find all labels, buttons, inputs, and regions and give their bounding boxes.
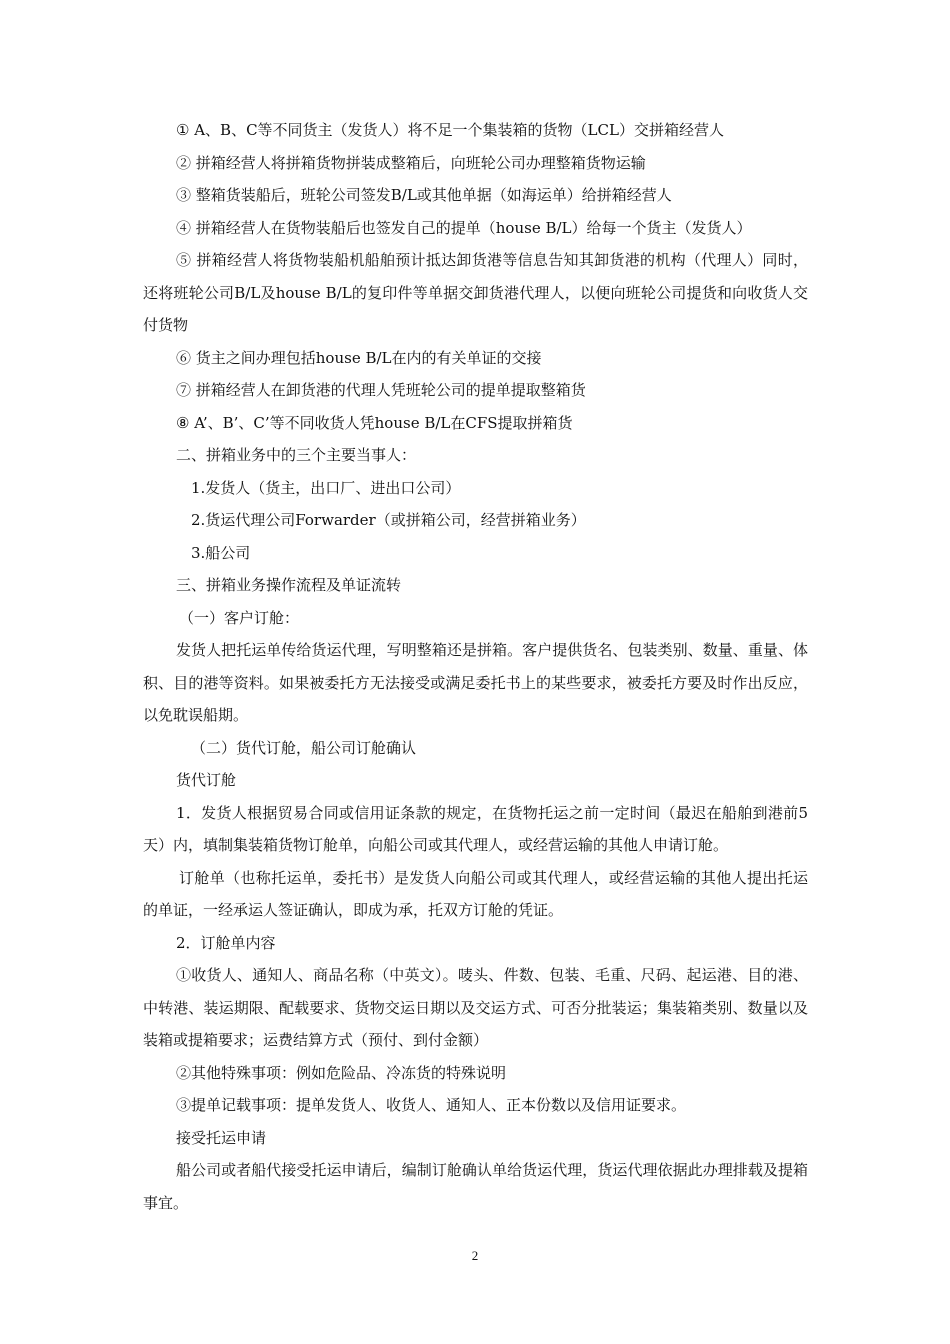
document-body <box>143 114 808 1219</box>
step-8-paragraph: ⑧ A’、B’、C’等不同收货人凭house B/L在CFS提取拼箱货 <box>176 413 573 432</box>
step-4-paragraph: ④ 拼箱经营人在货物装船后也签发自己的提单（house B/L）给每一个货主（发货人） <box>176 218 752 237</box>
step-2-paragraph: ② 拼箱经营人将拼箱货物拼装成整箱后，向班轮公司办理整箱货物运输 <box>176 153 646 172</box>
booking-content-item-3: ③提单记载事项：提单发货人、收货人、通知人、正本份数以及信用证要求。 <box>176 1096 687 1114</box>
accept-request-heading: 接受托运申请 <box>176 1128 267 1147</box>
section-heading-3: 三、拼箱业务操作流程及单证流转 <box>176 576 402 594</box>
step-6-paragraph: ⑥ 货主之间办理包括house B/L在内的有关单证的交接 <box>176 348 542 367</box>
booking-content-heading: 2．订舱单内容 <box>176 933 276 952</box>
section-heading-2: 二、拼箱业务中的三个主要当事人： <box>176 446 417 464</box>
booking-note-definition: 订舱单（也称托运单，委托书）是发货人向船公司或其代理人，或经营运输的其他人提出托运的单证，一经承运人签证确认，即成为承，托双方订舱的凭证。 <box>143 868 808 919</box>
page-number: 2 <box>471 1248 479 1263</box>
party-item-3: 3.船公司 <box>191 543 251 562</box>
booking-content-item-1: ①收货人、通知人、商品名称（中英文）。唛头、件数、包装、毛重、尺码、起运港、目的港、中转港、装运期限、配载要求、货物交运日期以及交运方式、可否分批装运；集装箱类别、数量以及装箱或提箱要求；运费结算方式（预付、到付金额） <box>143 966 808 1049</box>
party-item-1: 1.发货人（货主，出口厂、进出口公司） <box>191 478 461 497</box>
forwarder-booking-heading: 货代订舱 <box>176 771 237 789</box>
step-7-paragraph: ⑦ 拼箱经营人在卸货港的代理人凭班轮公司的提单提取整箱货 <box>176 381 586 399</box>
subsection-heading-2: （二）货代订舱，船公司订舱确认 <box>191 738 417 757</box>
step-3-paragraph: ③ 整箱货装船后，班轮公司签发B/L或其他单据（如海运单）给拼箱经营人 <box>176 186 672 204</box>
step-5-paragraph: ⑤ 拼箱经营人将货物装船机船舶预计抵达卸货港等信息告知其卸货港的机构（代理人）同时，还将班轮公司B/L及house B/L的复印件等单据交卸货港代理人，以便向班轮公司提货和向收货人交付货物 <box>143 251 808 334</box>
party-item-2: 2.货运代理公司Forwarder（或拼箱公司，经营拼箱业务） <box>191 511 586 529</box>
step-1-paragraph: ① A、B、C等不同货主（发货人）将不足一个集装箱的货物（LCL）交拼箱经营人 <box>176 121 724 139</box>
booking-step-1-paragraph: 1．发货人根据贸易合同或信用证条款的规定，在货物托运之前一定时间（最迟在船舶到港前5天）内，填制集装箱货物订舱单，向船公司或其代理人，或经营运输的其他人申请订舱。 <box>143 803 808 854</box>
customer-booking-paragraph: 发货人把托运单传给货运代理，写明整箱还是拼箱。客户提供货名、包装类别、数量、重量、体积、目的港等资料。如果被委托方无法接受或满足委托书上的某些要求，被委托方要及时作出反应，以免耽误船期。 <box>143 641 808 724</box>
subsection-heading-1: （一）客户订舱： <box>179 608 300 627</box>
booking-content-item-2: ②其他特殊事项：例如危险品、冷冻货的特殊说明 <box>176 1063 507 1082</box>
accept-request-paragraph: 船公司或者船代接受托运申请后，编制订舱确认单给货运代理，货运代理依据此办理排载及提箱事宜。 <box>143 1161 808 1212</box>
